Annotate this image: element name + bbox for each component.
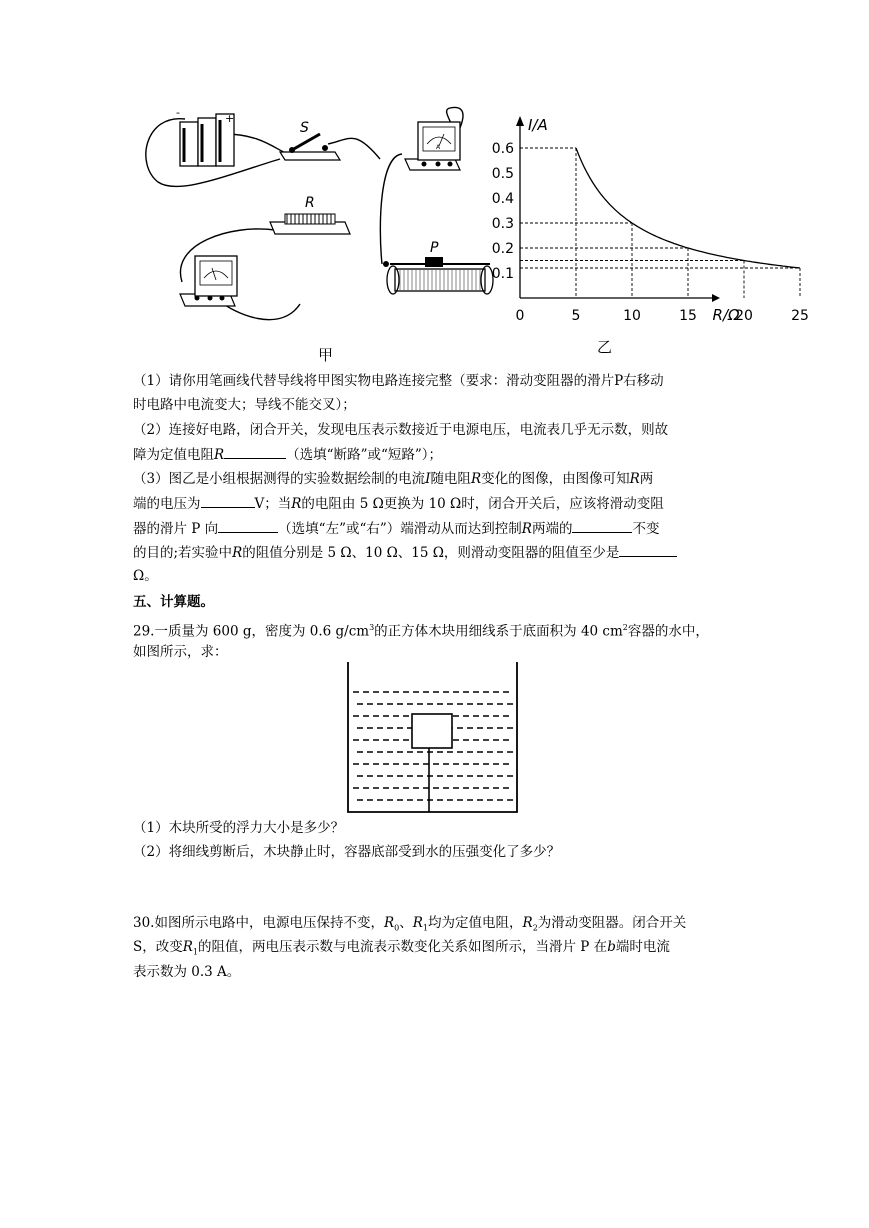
x-tick-label: 25 [791, 308, 809, 324]
q28-part3-line3: 器的滑片 P 向 （选填“左”或“右”）端滑动从而达到控制R两端的 不变 [133, 518, 743, 539]
y-tick-label: 0.1 [491, 266, 514, 282]
graph-caption: 乙 [597, 338, 613, 356]
answer-blank-voltage[interactable] [201, 493, 255, 508]
rheostat-icon [383, 257, 493, 294]
y-tick-label: 0.6 [491, 141, 514, 157]
current-resistance-chart [488, 112, 809, 344]
battery-plus-label: + [225, 112, 235, 125]
x-tick-label: 10 [623, 308, 641, 324]
q29-sub1: （1）木块所受的浮力大小是多少？ [133, 820, 345, 836]
q29-line2: 如图所示，求： [133, 644, 228, 660]
q28-part3-line1: （3）图乙是小组根据测得的实验数据绘制的电流I随电阻R变化的图像，由图像可知R两 [133, 471, 654, 487]
q28-part2-line2: 障为定值电阻R （选填“断路”或“短路”）； [133, 444, 743, 465]
q28-part1-line2: 时电路中电流变大；导线不能交叉）； [133, 397, 356, 413]
circuit-caption: 甲 [318, 346, 334, 364]
container-figure [345, 662, 520, 814]
answer-blank-min-resistance[interactable] [619, 542, 677, 557]
y-axis-arrow [516, 116, 524, 126]
y-tick-label: 0.4 [491, 191, 514, 207]
answer-blank-direction[interactable] [218, 518, 278, 533]
q30-line2: S，改变$R_1$的阻值，两电压表示数与电流表示数变化关系如图所示，当滑片 P 在b端时电流 [133, 939, 670, 957]
resistor-label: R [305, 195, 315, 211]
y-tick-label: 0.2 [491, 241, 514, 257]
y-tick-label: 0.5 [491, 166, 514, 182]
voltmeter-icon [180, 256, 237, 306]
svg-text:A: A [436, 144, 441, 151]
ammeter-icon [405, 122, 460, 170]
answer-blank-quantity[interactable] [572, 518, 632, 533]
y-tick-label: 0.3 [491, 216, 514, 232]
x-axis-arrow [712, 294, 720, 302]
q28-part3-line5: Ω。 [133, 568, 158, 584]
x-axis-label: R/Ω [712, 306, 740, 324]
q30-line1: 30.如图所示电路中，电源电压保持不变，$R_0$、$R_1$均为定值电阻，$R_2$为滑动变阻器。闭合开关 [133, 915, 687, 933]
battery-minus-label: - [176, 106, 180, 119]
q28-part3-line2: 端的电压为 V；当R的电阻由 5 Ω更换为 10 Ω时，闭合开关后，应该将滑动变阻 [133, 493, 743, 514]
q28-part3-line4: 的目的;若实验中R的阻值分别是 5 Ω、10 Ω、15 Ω，则滑动变阻器的阻值至少是 [133, 542, 743, 563]
x-tick-label: 5 [571, 308, 581, 324]
resistor-icon [270, 214, 350, 234]
q28-part1-line1: （1）请你用笔画线代替导线将甲图实物电路连接完整（要求：滑动变阻器的滑片P右移动 [133, 373, 664, 389]
x-tick-label: 15 [679, 308, 697, 324]
x-tick-label: 0 [515, 308, 525, 324]
answer-blank-fault[interactable] [224, 444, 286, 459]
q29-sub2: （2）将细线剪断后，木块静止时，容器底部受到水的压强变化了多少？ [133, 844, 561, 860]
slider-label: P [430, 240, 439, 256]
circuit-figure [140, 104, 500, 336]
wood-block-icon [412, 714, 452, 748]
chart-layer [492, 116, 809, 324]
q30-line3: 表示数为 0.3 A。 [133, 964, 241, 980]
y-axis-label: I/A [528, 116, 548, 134]
section-title: 五、计算题。 [133, 594, 214, 610]
x-tick-label: 20 [735, 308, 753, 324]
q28-part2-line1: （2）连接好电路，闭合开关，发现电压表示数接近于电源电压，电流表几乎无示数，则故 [133, 422, 669, 438]
switch-label: S [300, 120, 309, 136]
switch-icon [280, 134, 340, 160]
q29-line1: 29.一质量为 600 g，密度为 0.6 $g/cm^3$的正方体木块用细线系于底面积为 40 $cm^2$容器的水中， [133, 623, 709, 640]
